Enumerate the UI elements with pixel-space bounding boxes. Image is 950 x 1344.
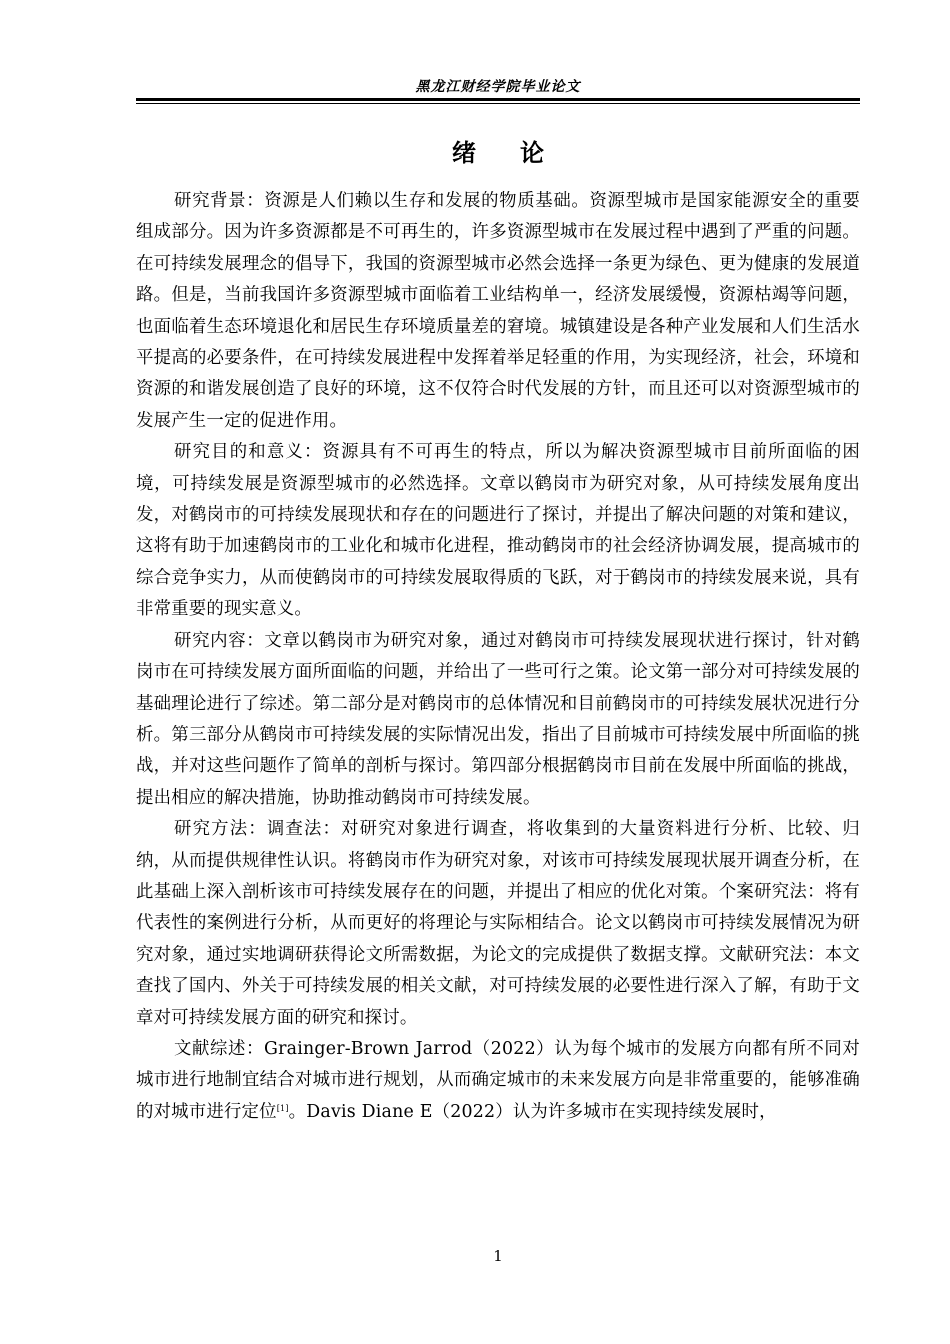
paragraph-literature-review [136,1034,860,1128]
chapter-title: 绪论 [452,139,588,167]
literature-review-text-part2: 。Davis Diane E（2022）认为许多城市在实现持续发展时， [288,1101,777,1122]
citation-reference[interactable]: [1] [276,1103,289,1113]
header-rule-thick [136,98,860,101]
paragraph-research-content: 研究内容：文章以鹤岗市为研究对象，通过对鹤岗市可持续发展现状进行探讨，针对鹤岗市在可持续发展方面所面临的问题，并给出了一些可行之策。论文第一部分对可持续发展的基础理论进行了综述。第二部分是对鹤岗市的总体情况和目前鹤岗市的可持续发展状况进行分析。第三部分从鹤岗市可持续发展的实际情况出发，指出了目前城市可持续发展中所面临的挑战，并对这些问题作了简单的剖析与探讨。第四部分根据鹤岗市目前在发展中所面临的挑战，提出相应的解决措施，协助推动鹤岗市可持续发展。 [136,630,860,808]
paragraph-research-methods: 研究方法：调查法：对研究对象进行调查，将收集到的大量资料进行分析、比较、归纳，从而提供规律性认识。将鹤岗市作为研究对象，对该市可持续发展现状展开调查分析，在此基础上深入剖析该市可持续发展存在的问题，并提出了相应的优化对策。个案研究法：将有代表性的案例进行分析，从而更好的将理论与实际相结合。论文以鹤岗市可持续发展情况为研究对象，通过实地调研获得论文所需数据，为论文的完成提供了数据支撑。文献研究法：本文查找了国内、外关于可持续发展的相关文献，对可持续发展的必要性进行深入了解，有助于文章对可持续发展方面的研究和探讨。 [136,819,860,1028]
literature-review-text-part1: 文献综述：Grainger-Brown Jarrod（2022）认为每个城市的发展方向都有所不同对城市进行地制宜结合对城市进行规划，从而确定城市的未来发展方向是非常重要的，能够准确的对城市进行定位 [136,1038,860,1122]
body-text [136,186,860,1128]
paragraph-research-background: 研究背景：资源是人们赖以生存和发展的物质基础。资源型城市是国家能源安全的重要组成部分。因为许多资源都是不可再生的，许多资源型城市在发展过程中遇到了严重的问题。在可持续发展理念的倡导下，我国的资源型城市必然会选择一条更为绿色、更为健康的发展道路。但是，当前我国许多资源型城市面临着工业结构单一，经济发展缓慢，资源枯竭等问题，也面临着生态环境退化和居民生存环境质量差的窘境。城镇建设是各种产业发展和人们生活水平提高的必要条件，在可持续发展进程中发挥着举足轻重的作用，为实现经济，社会，环境和资源的和谐发展创造了良好的环境，这不仅符合时代发展的方针，而且还可以对资源型城市的发展产生一定的促进作用。 [136,191,860,431]
paragraph-research-purpose: 研究目的和意义：资源具有不可再生的特点，所以为解决资源型城市目前所面临的困境，可持续发展是资源型城市的必然选择。文章以鹤岗市为研究对象，从可持续发展角度出发，对鹤岗市的可持续发展现状和存在的问题进行了探讨，并提出了解决问题的对策和建议，这将有助于加速鹤岗市的工业化和城市化进程，推动鹤岗市的社会经济协调发展，提高城市的综合竞争实力，从而使鹤岗市的可持续发展取得质的飞跃，对于鹤岗市的持续发展来说，具有非常重要的现实意义。 [136,442,860,620]
running-header: 黑龙江财经学院毕业论文 [415,79,581,95]
header-rule-thin [136,103,860,104]
page-number: 1 [493,1247,503,1265]
